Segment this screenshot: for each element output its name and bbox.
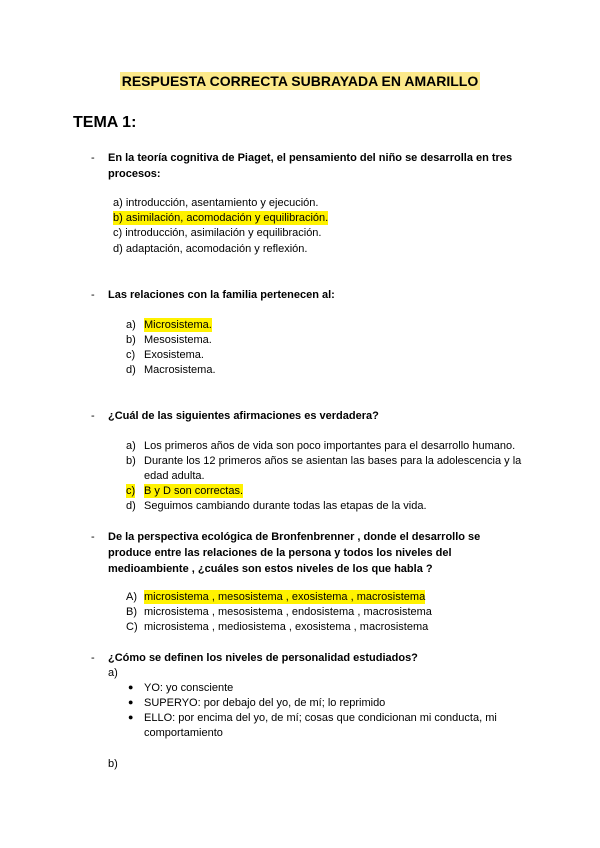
question-5-label-a: a) <box>108 667 118 679</box>
question-4-line-1: De la perspectiva ecológica de Bronfenbrenner , donde el desarrollo se <box>108 531 481 543</box>
question-dash: - <box>91 652 95 664</box>
bullet-icon: ● <box>128 682 134 692</box>
document-title-text: RESPUESTA CORRECTA SUBRAYADA EN AMARILLO <box>121 73 479 89</box>
question-4-line-3: medioambiente , ¿cuáles son estos niveles de los que habla ? <box>108 563 433 575</box>
question-4-option-a-label: A) <box>126 591 137 603</box>
question-2-option-c-label: c) <box>126 349 136 361</box>
question-3-option-a-label: a) <box>126 440 136 452</box>
question-3-option-b-label: b) <box>126 455 136 467</box>
question-5-bullet-3: ELLO: por encima del yo, de mí; cosas que condicionan mi conducta, mi <box>144 712 497 724</box>
question-1-option-c: c) introducción, asimilación y equilibración. <box>113 227 322 239</box>
question-2-text: Las relaciones con la familia pertenecen al: <box>108 289 335 301</box>
question-dash: - <box>91 152 95 164</box>
document-title <box>0 72 600 90</box>
question-1-option-a: a) introducción, asentamiento y ejecución. <box>113 197 319 209</box>
question-3-option-c-correct: B y D son correctas. <box>144 485 244 497</box>
question-2-option-c: Exosistema. <box>144 349 204 361</box>
question-3-option-c-label: c) <box>126 485 136 497</box>
question-1-option-d: d) adaptación, acomodación y reflexión. <box>113 243 308 255</box>
question-5-bullet-1: YO: yo consciente <box>144 682 234 694</box>
bullet-icon: ● <box>128 712 134 722</box>
question-dash: - <box>91 289 95 301</box>
question-2-option-d-label: d) <box>126 364 136 376</box>
question-2-option-a-correct: Microsistema. <box>144 319 212 331</box>
question-2-option-b: Mesosistema. <box>144 334 212 346</box>
question-5-bullet-3-continued: comportamiento <box>144 727 223 739</box>
question-5-label-b: b) <box>108 758 118 770</box>
question-2-option-a-label: a) <box>126 319 136 331</box>
question-3-option-b-line-1: Durante los 12 primeros años se asientan las bases para la adolescencia y la <box>144 455 522 467</box>
question-3-option-d: Seguimos cambiando durante todas las etapas de la vida. <box>144 500 427 512</box>
question-1-line-1: En la teoría cognitiva de Piaget, el pensamiento del niño se desarrolla en tres <box>108 152 513 164</box>
question-dash: - <box>91 410 95 422</box>
question-4-option-b-label: B) <box>126 606 137 618</box>
question-5-text: ¿Cómo se definen los niveles de personalidad estudiados? <box>108 652 418 664</box>
question-2-option-b-label: b) <box>126 334 136 346</box>
question-4-option-b: microsistema , mesosistema , endosistema , macrosistema <box>144 606 432 618</box>
bullet-icon: ● <box>128 697 134 707</box>
question-3-text: ¿Cuál de las siguientes afirmaciones es verdadera? <box>108 410 379 422</box>
question-5-bullet-2: SUPERYO: por debajo del yo, de mí; lo reprimido <box>144 697 386 709</box>
question-dash: - <box>91 531 95 543</box>
question-3-option-d-label: d) <box>126 500 136 512</box>
question-3-option-b-line-2: edad adulta. <box>144 470 205 482</box>
question-4-option-c-label: C) <box>126 621 138 633</box>
section-heading: TEMA 1: <box>73 114 137 131</box>
question-2-option-d: Macrosistema. <box>144 364 216 376</box>
question-4-line-2: produce entre las relaciones de la persona y todos los niveles del <box>108 547 452 559</box>
question-3-option-a: Los primeros años de vida son poco importantes para el desarrollo humano. <box>144 440 516 452</box>
question-1-line-2: procesos: <box>108 168 161 180</box>
question-4-option-a-correct: microsistema , mesosistema , exosistema , macrosistema <box>144 591 426 603</box>
question-4-option-c: microsistema , mediosistema , exosistema , macrosistema <box>144 621 429 633</box>
question-1-option-b-correct: b) asimilación, acomodación y equilibración. <box>113 212 329 224</box>
